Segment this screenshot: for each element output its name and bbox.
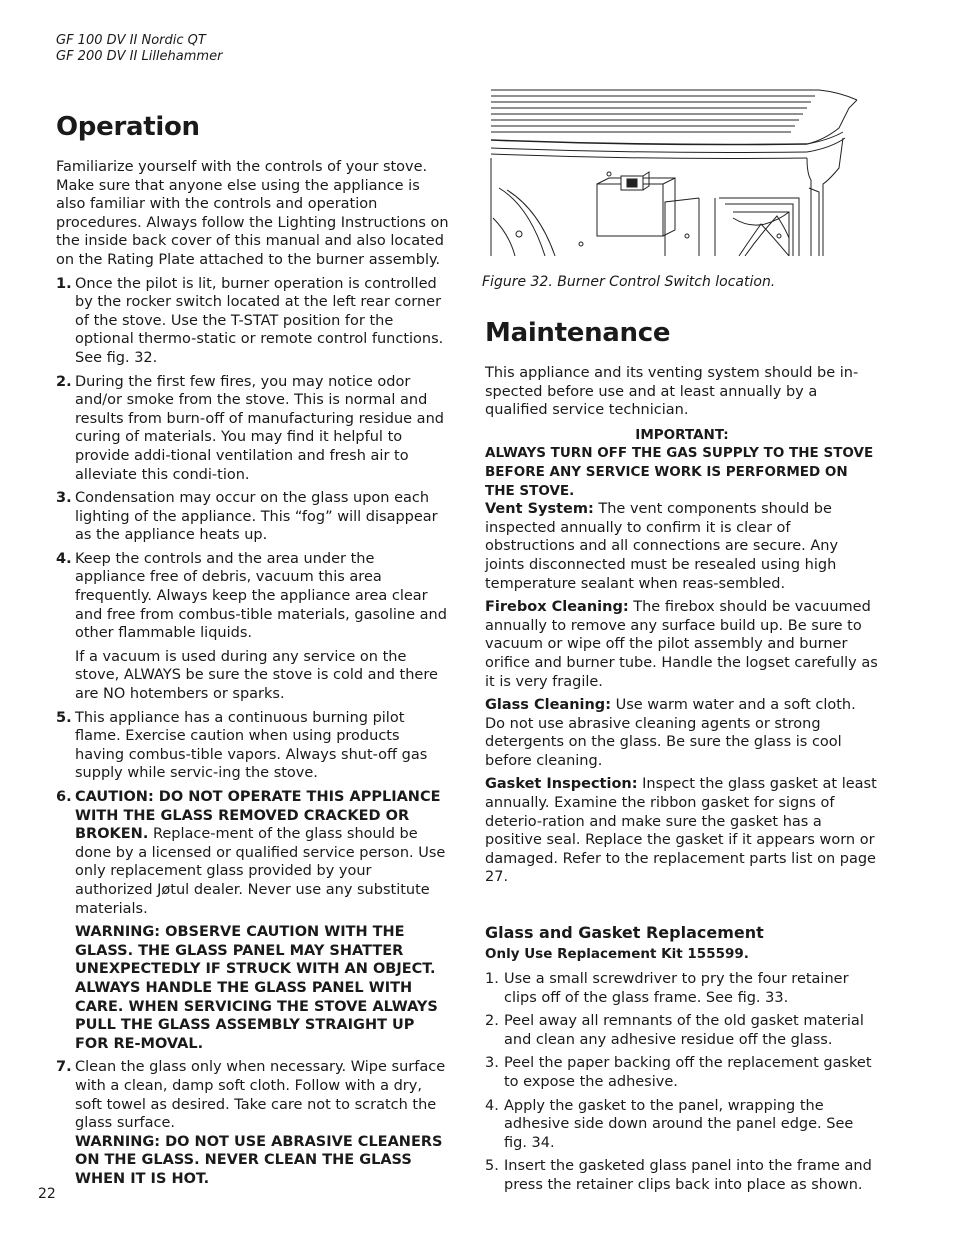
replacement-step-2 <box>485 1012 879 1049</box>
item-text: Once the pilot is lit, burner operation is controlled by the rocker switch located at the left rear corner of the stove. Use the T-STAT position for the optional thermo-static or remote control functions. See fig. 32. <box>75 275 444 366</box>
step-number: 2. <box>485 1013 499 1030</box>
model-line-2: GF 200 DV II Lillehammer <box>56 49 223 64</box>
item-number: 7. <box>56 1059 72 1076</box>
operation-item-6 <box>56 788 449 918</box>
operation-item-4-extra: If a vacuum is used during any service on the stove, ALWAYS be sure the stove is cold and there are NO hotembers or sparks. <box>75 648 438 703</box>
section-label: Gasket Inspection: <box>485 776 638 793</box>
model-line-1: GF 100 DV II Nordic QT <box>56 33 206 48</box>
firebox-cleaning-section <box>485 598 879 691</box>
item-text: Replace-ment of the glass should be done by a licensed or qualified service person. Use only replacement glass provided by your authorized Jøtul dealer. Never use any substitute materials. <box>75 826 446 917</box>
item-text: Condensation may occur on the glass upon each lighting of the appliance. This “fog” will disappear as the appliance heats up. <box>75 490 438 544</box>
section-label: Firebox Cleaning: <box>485 599 629 616</box>
document-header <box>56 33 222 65</box>
operation-heading: Operation <box>56 112 200 142</box>
item-number: 4. <box>56 550 72 567</box>
step-number: 3. <box>485 1055 499 1072</box>
item-number: 1. <box>56 275 72 292</box>
item-7-body <box>75 1058 449 1188</box>
maintenance-intro: This appliance and its venting system should be in-spected before use and at least annually by a qualified service technician. <box>485 365 859 419</box>
cleaner-warning: WARNING: DO NOT USE ABRASIVE CLEANERS ON THE GLASS. NEVER CLEAN THE GLASS WHEN IT IS HOT. <box>75 1133 443 1187</box>
item-number: 5. <box>56 709 72 726</box>
gasket-inspection-section <box>485 775 879 887</box>
vent-system-section <box>485 500 879 593</box>
section-text: The vent components should be inspected annually to confirm it is clear of obstructions and all connections are secure. Any joints disconnected must be resealed using high temperature sealant when reas-sembled. <box>485 501 839 592</box>
section-text: The firebox should be vacuumed annually to remove any surface build up. Be sure to vacuum or wipe off the pilot assembly and burner orifice and burner tube. Handle the logset carefully as it is very fragile. <box>485 599 878 690</box>
glass-gasket-heading: Glass and Gasket Replacement <box>485 923 764 943</box>
operation-column <box>56 112 449 1193</box>
replacement-step-1 <box>485 970 879 1007</box>
section-text: Inspect the glass gasket at least annually. Examine the ribbon gasket for signs of deterio-ration and make sure the gasket has a positive seal. Replace the gasket if it appears worn or damaged. Refer to the replacement parts list on page 27. <box>485 776 877 886</box>
operation-item-7 <box>56 1058 449 1188</box>
item-text: During the first few fires, you may notice odor and/or smoke from the stove. This is normal and results from burn-off of manufacturing residue and curing of materials. You may find it helpful to provide addi-tional ventilation and fresh air to alleviate this condi-tion. <box>75 373 444 483</box>
replacement-step-3 <box>485 1054 879 1091</box>
caution-text: CAUTION: DO NOT OPERATE THIS APPLIANCE WITH THE GLASS REMOVED CRACKED OR BROKEN. <box>75 789 441 843</box>
operation-item-5 <box>56 709 449 783</box>
operation-item-1 <box>56 275 449 368</box>
step-number: 4. <box>485 1097 499 1114</box>
step-text: Peel away all remnants of the old gasket material and clean any adhesive residue off the glass. <box>504 1013 864 1048</box>
replacement-step-4 <box>485 1097 879 1153</box>
item-text: Keep the controls and the area under the appliance free of debris, vacuum this area frequently. Always keep the appliance area clear and free from combus-tible materials, gasoline and other flammable liquids. <box>75 550 447 642</box>
maintenance-heading: Maintenance <box>485 318 671 348</box>
step-number: 5. <box>485 1158 499 1175</box>
item-text: Clean the glass only when necessary. Wipe surface with a clean, damp soft cloth. Follow with a dry, soft towel as desired. Take care not to scratch the glass surface. <box>75 1059 446 1132</box>
important-text: ALWAYS TURN OFF THE GAS SUPPLY TO THE STOVE BEFORE ANY SERVICE WORK IS PERFORMED ON THE STOVE. <box>485 445 874 499</box>
item-number: 2. <box>56 373 72 390</box>
burner-control-switch-figure <box>489 88 861 256</box>
step-number: 1. <box>485 971 499 988</box>
glass-cleaning-section <box>485 696 879 770</box>
important-label: IMPORTANT: <box>635 426 729 443</box>
operation-item-4 <box>56 550 449 643</box>
step-text: Insert the gasketed glass panel into the frame and press the retainer clips back into place as shown. <box>504 1158 872 1193</box>
step-text: Use a small screwdriver to pry the four retainer clips off of the glass frame. See fig. 33. <box>504 971 849 1006</box>
section-label: Glass Cleaning: <box>485 697 611 714</box>
step-text: Apply the gasket to the panel, wrapping the adhesive side down around the panel edge. See fig. 34. <box>504 1097 854 1151</box>
item-number: 3. <box>56 490 72 507</box>
item-6-body <box>75 788 449 918</box>
section-label: Vent System: <box>485 501 594 518</box>
maintenance-column <box>482 88 879 1200</box>
page-number: 22 <box>38 1186 56 1202</box>
section-text: Use warm water and a soft cloth. Do not use abrasive cleaning agents or strong detergents on the glass. Be sure the glass is cool before cleaning. <box>485 697 856 769</box>
figure-caption: Figure 32. Burner Control Switch location. <box>482 274 776 290</box>
operation-item-2 <box>56 373 449 485</box>
glass-warning: WARNING: OBSERVE CAUTION WITH THE GLASS. THE GLASS PANEL MAY SHATTER UNEXPECTEDLY IF STRUCK WITH AN OBJECT. ALWAYS HANDLE THE GLASS PANEL WITH CARE. WHEN SERVICING THE STOVE ALWAYS PULL THE GLASS ASSEMBLY STRAIGHT UP FOR RE-MOVAL. <box>75 924 438 1052</box>
replacement-step-5 <box>485 1157 879 1194</box>
item-text: This appliance has a continuous burning pilot flame. Exercise caution when using products having combus-tible vapors. Always shut-off gas supply while servic-ing the stove. <box>75 709 428 782</box>
operation-item-3 <box>56 489 449 545</box>
replacement-kit-note: Only Use Replacement Kit 155599. <box>485 946 749 963</box>
step-text: Peel the paper backing off the replacement gasket to expose the adhesive. <box>504 1055 872 1090</box>
operation-intro: Familiarize yourself with the controls of your stove. Make sure that anyone else using the appliance is also familiar with the controls and operation procedures. Always follow the Lighting Instructions on the inside back cover of this manual and also located on the Rating Plate attached to the burner assembly. <box>56 159 449 268</box>
item-number: 6. <box>56 789 72 805</box>
